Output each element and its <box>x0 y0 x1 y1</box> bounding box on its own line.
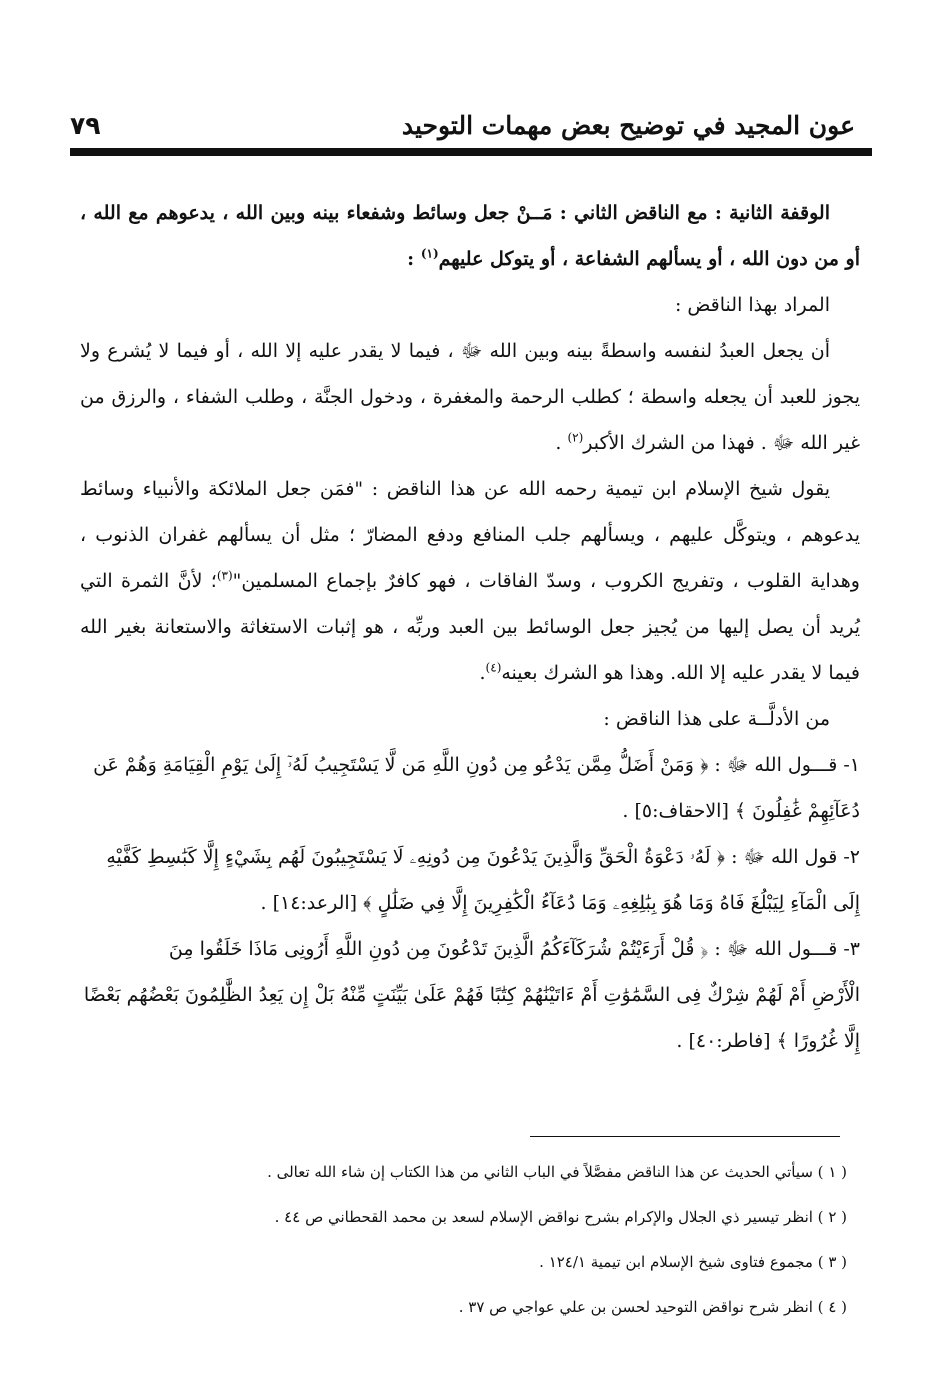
footnote: ( ١ ) سيأتي الحديث عن هذا الناقض مفصَّلاً في الباب الثاني من هذا الكتاب إن شاء الله تعالى . <box>267 1163 847 1181</box>
footnote: ( ٤ ) انظر شرح نواقض التوحيد لحسن بن علي عواجي ص ٣٧ . <box>458 1298 847 1316</box>
footnote-ref: (٤) <box>485 660 502 675</box>
paragraph: أن يجعل العبدُ لنفسه واسطةً بينه وبين الله ﷻ ، فيما لا يقدر عليه إلا الله ، أو فيما لا يُشرع ولا يجوز للعبد أن يجعله واسطة ؛ كطلب الرحمة والمغفرة ، ودخول الجنَّة ، وطلب الشفاء ، والرزق من غير الله ﷻ . فهذا من الشرك الأكبر$^{(٢)}$ . <box>80 340 860 454</box>
main-text <box>80 190 860 1064</box>
footnote-ref: (١) <box>420 246 439 261</box>
section-heading: الوقفة الثانية : مع الناقض الثاني : مَــنْ جعل وسائط وشفعاء بينه وبين الله ، يدعوهم مع الله ، أو من دون الله ، أو يسألهم الشفاعة ، أو يتوكل عليهم$^{(١)}$ : <box>80 202 860 270</box>
footnote-ref: (٢) <box>567 430 584 445</box>
footnote: ( ٣ ) مجموع فتاوى شيخ الإسلام ابن تيمية ١٢٤/١ . <box>539 1253 847 1271</box>
footnote-ref: (٣) <box>216 568 233 583</box>
evidence-item: ١- قـــول الله ﷻ : ﴿ وَمَنْ أَضَلُّ مِمَّن يَدْعُو مِن دُونِ اللَّهِ مَن لَّا يَسْتَجِيبُ لَهُۥٓ إِلَىٰ يَوْمِ الْقِيَامَةِ وَهُمْ عَن <box>93 754 860 776</box>
page-header <box>70 100 855 140</box>
page-number: ٧٩ <box>70 111 101 140</box>
running-title: عون المجيد في توضيح بعض مهمات التوحيد <box>401 111 855 140</box>
evidence-item-cont: إِلَّا غُرُورًا ﴾ [فاطر:٤٠] . <box>676 1030 860 1052</box>
footnote: ( ٢ ) انظر تيسير ذي الجلال والإكرام بشرح نواقض الإسلام لسعد بن محمد القحطاني ص ٤٤ . <box>274 1208 847 1226</box>
evidence-item-cont: الْأَرْضِ أَمْ لَهُمْ شِرْكٌ فِى السَّمَٰوَٰتِ أَمْ ءَاتَيْنَٰهُمْ كِتَٰبًا فَهُمْ عَلَىٰ بَيِّنَتٍ مِّنْهُ بَلْ إِن يَعِدُ الظَّٰلِمُونَ بَعْضُهُم بَعْضًا <box>83 984 860 1006</box>
header-rule <box>70 148 872 156</box>
paragraph: يقول شيخ الإسلام ابن تيمية رحمه الله عن هذا الناقض : "فمَن جعل الملائكة والأنبياء وسائط يدعوهم ، ويتوكَّل عليهم ، ويسألهم جلب المنافع ودفع المضارّ ؛ مثل أن يسألهم غفران الذنوب ، وهداية القلوب ، وتفريج الكروب ، وسدّ الفاقات ، فهو كافرٌ بإجماع المسلمين"$^{(٣)}$؛ لأنَّ الثمرة التي يُريد أن يصل إليها من يُجيز جعل الوسائط بين العبد وربِّه ، هو إثبات الاستغاثة والاستعانة بغير الله فيما لا يقدر عليه إلا الله. وهذا هو الشرك بعينه$^{(٤)}$. <box>80 478 860 684</box>
evidence-item-cont: دُعَآئِهِمْ غَٰفِلُونَ ﴾ [الاحقاف:٥] . <box>622 800 860 822</box>
subheading: المراد بهذا الناقض : <box>674 294 830 316</box>
footnote-separator <box>530 1136 840 1137</box>
evidence-item: ٣- قـــول الله ﷻ : ﴿ قُلْ أَرَءَيْتُمْ شُرَكَآءَكُمُ الَّذِينَ تَدْعُونَ مِن دُونِ اللَّهِ أَرُونِى مَاذَا خَلَقُوا مِنَ <box>168 938 860 960</box>
evidence-heading: من الأدلَّــة على هذا الناقض : <box>603 708 830 730</box>
evidence-item-cont: إِلَى الْمَآءِ لِيَبْلُغَ فَاهُ وَمَا هُوَ بِبَٰلِغِهِۦ وَمَا دُعَآءُ الْكَٰفِرِينَ إِلَّا فِي ضَلَٰلٍ ﴾ [الرعد:١٤] . <box>260 892 860 914</box>
footnotes <box>80 1150 855 1330</box>
evidence-item: ٢- قول الله ﷻ : ﴿ لَهُۥ دَعْوَةُ الْحَقِّ وَالَّذِينَ يَدْعُونَ مِن دُونِهِۦ لَا يَسْتَجِيبُونَ لَهُم بِشَيْءٍ إِلَّا كَبَٰسِطِ كَفَّيْهِ <box>106 846 860 868</box>
